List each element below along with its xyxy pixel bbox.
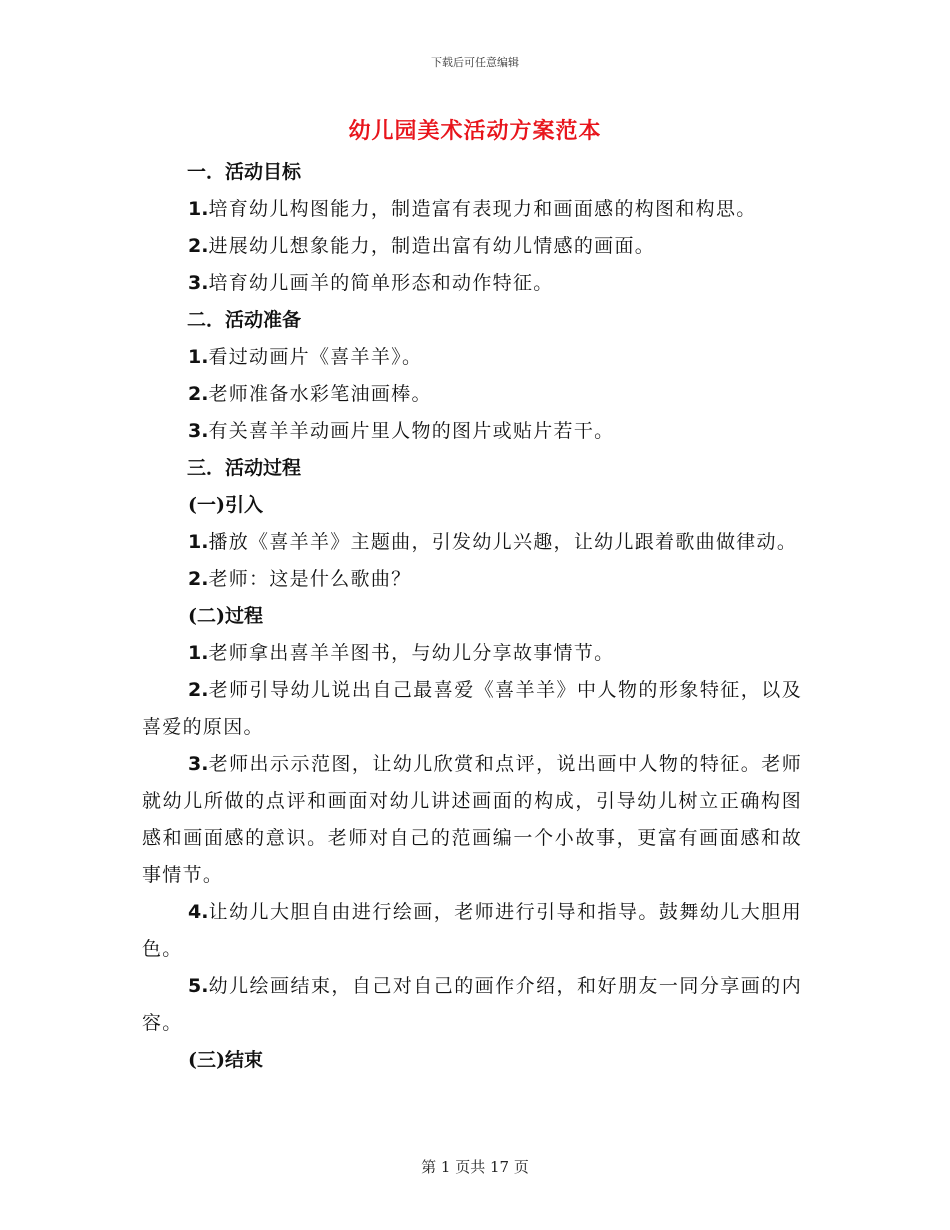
item-number: 1. [188, 531, 209, 553]
list-item [142, 228, 802, 265]
list-item [142, 561, 802, 598]
list-item [142, 376, 802, 413]
item-text: 培育幼儿构图能力，制造富有表现力和画面感的构图和构思。 [208, 198, 757, 220]
subsection-heading-introduction: (一)引入 [188, 494, 263, 516]
item-text: 老师引导幼儿说出自己最喜爱《喜羊羊》中人物的形象特征，以及喜爱的原因。 [142, 679, 802, 738]
document-title: 幼儿园美术活动方案范本 [348, 118, 602, 144]
subsection-heading-process: (二)过程 [188, 605, 263, 627]
list-item [142, 635, 802, 672]
item-text: 进展幼儿想象能力，制造出富有幼儿情感的画面。 [208, 235, 656, 257]
subsection-heading-conclusion: (三)结束 [188, 1049, 263, 1071]
item-number: 1. [188, 198, 209, 220]
section-heading-activity-goals: 一．活动目标 [187, 161, 302, 183]
item-text: 有关喜羊羊动画片里人物的图片或贴片若干。 [208, 420, 615, 442]
list-item [142, 894, 802, 968]
item-text: 播放《喜羊羊》主题曲，引发幼儿兴趣，让幼儿跟着歌曲做律动。 [208, 531, 798, 553]
list-item [142, 746, 802, 894]
document-body [142, 154, 802, 1079]
page-number-footer: 第 1 页共 17 页 [421, 1158, 529, 1176]
item-number: 2. [188, 568, 209, 590]
item-text: 幼儿绘画结束，自己对自己的画作介绍，和好朋友一同分享画的内容。 [142, 975, 802, 1034]
item-number: 4. [188, 901, 209, 923]
item-text: 老师：这是什么歌曲？ [208, 568, 412, 590]
item-number: 1. [188, 346, 209, 368]
item-text: 老师出示示范图，让幼儿欣赏和点评，说出画中人物的特征。老师就幼儿所做的点评和画面对幼儿讲述画面的构成，引导幼儿树立正确构图感和画面感的意识。老师对自己的范画编一个小故事，更富有画面感和故事情节。 [142, 753, 802, 886]
item-number: 3. [188, 420, 209, 442]
item-number: 5. [188, 975, 209, 997]
list-item [142, 672, 802, 746]
list-item [142, 265, 802, 302]
item-number: 1. [188, 642, 209, 664]
item-number: 3. [188, 272, 209, 294]
list-item [142, 191, 802, 228]
item-text: 看过动画片《喜羊羊》。 [208, 346, 423, 368]
item-text: 老师准备水彩笔油画棒。 [208, 383, 432, 405]
item-number: 2. [188, 383, 209, 405]
section-heading-activity-preparation: 二．活动准备 [187, 309, 302, 331]
item-text: 培育幼儿画羊的简单形态和动作特征。 [208, 272, 554, 294]
item-text: 让幼儿大胆自由进行绘画，老师进行引导和指导。鼓舞幼儿大胆用色。 [142, 901, 802, 960]
section-heading-activity-process: 三．活动过程 [187, 457, 302, 479]
item-text: 老师拿出喜羊羊图书，与幼儿分享故事情节。 [208, 642, 615, 664]
item-number: 2. [188, 679, 209, 701]
list-item [142, 968, 802, 1042]
page-header-note: 下载后可任意编辑 [431, 56, 519, 69]
list-item [142, 413, 802, 450]
item-number: 3. [188, 753, 209, 775]
item-number: 2. [188, 235, 209, 257]
list-item [142, 339, 802, 376]
list-item [142, 524, 802, 561]
